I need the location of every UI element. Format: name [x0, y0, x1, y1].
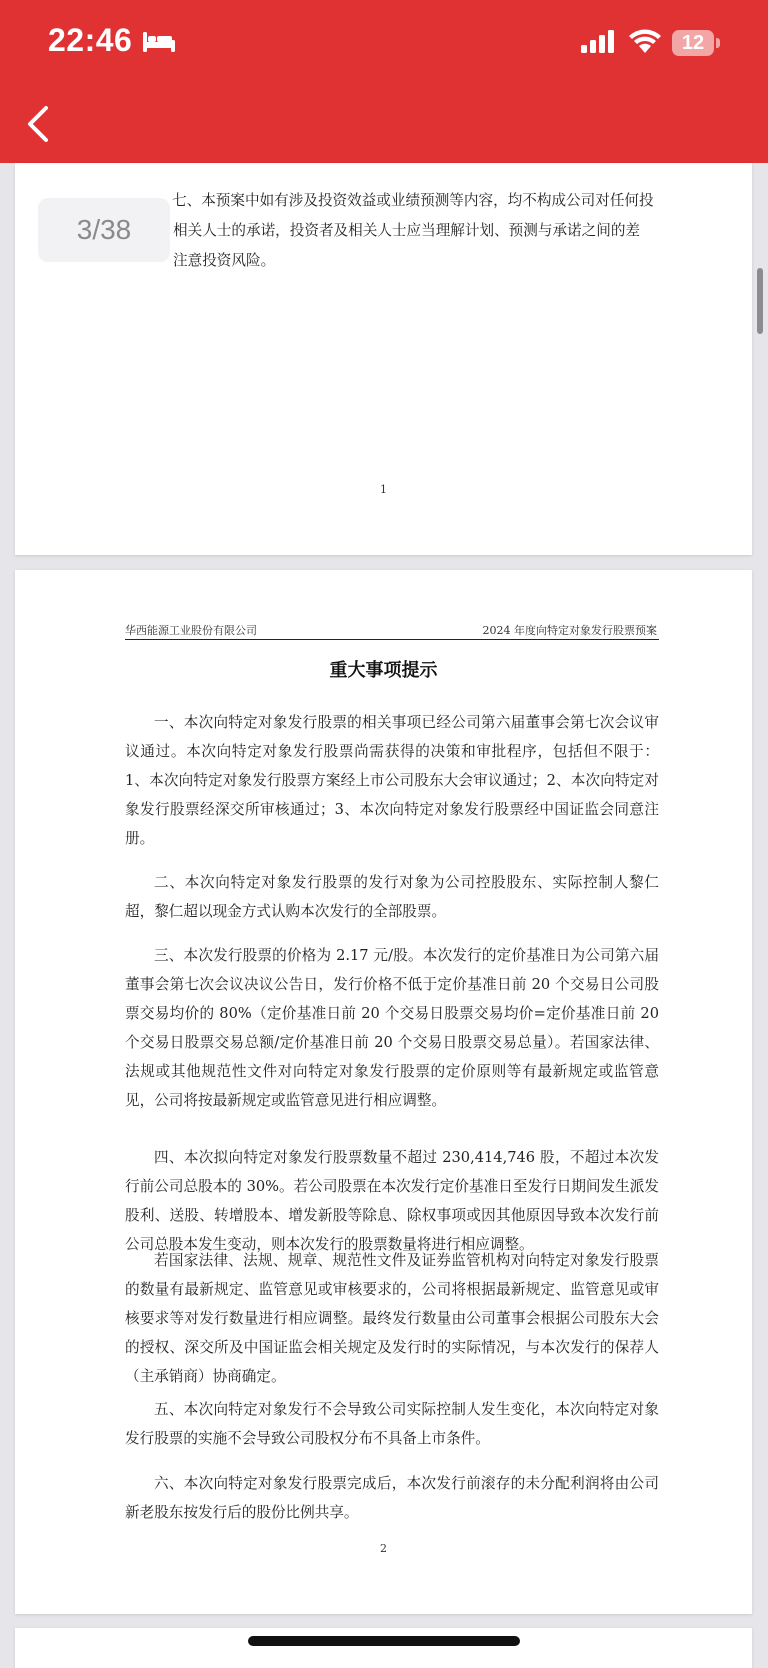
header-divider	[125, 639, 659, 640]
back-button[interactable]	[20, 100, 60, 148]
scrollbar-thumb[interactable]	[757, 268, 763, 334]
top-bar	[0, 0, 768, 163]
paragraph: 若国家法律、法规、规章、规范性文件及证券监管机构对向特定对象发行股票的数量有最新规定、监管意见或审核要求的，公司将根据最新规定、监管意见或审核要求等对发行数量进行相应调整。最终发行数量由公司董事会根据公司股东大会的授权、深交所及中国证监会相关规定及发行时的实际情况，与本次发行的保荐人（主承销商）协商确定。	[125, 1252, 659, 1385]
battery-cap	[716, 38, 720, 48]
paragraph-line: 七、本预案中如有涉及投资效益或业绩预测等内容，均不构成公司对任何投	[172, 192, 654, 209]
document-header-title: 2024 年度向特定对象发行股票预案	[482, 624, 657, 637]
sleep-focus-icon	[142, 30, 176, 54]
cellular-signal-icon	[580, 30, 618, 54]
wifi-icon	[628, 28, 662, 54]
section-title: 重大事项提示	[329, 660, 438, 681]
paragraph-line: 注意投资风险。	[173, 252, 276, 269]
document-header-company: 华西能源工业股份有限公司	[125, 624, 257, 637]
paragraph: 一、本次向特定对象发行股票的相关事项已经公司第六届董事会第七次会议审议通过。本次向特定对象发行股票尚需获得的决策和审批程序，包括但不限于：1、本次向特定对象发行股票方案经上市公司股东大会审议通过；2、本次向特定对象发行股票经深交所审核通过；3、本次向特定对象发行股票经中国证监会同意注册。	[125, 714, 659, 847]
page-number: 2	[380, 1542, 387, 1555]
document-page-3	[15, 1628, 752, 1668]
page-number: 1	[380, 483, 387, 496]
status-time: 22:46	[48, 22, 133, 58]
document-page-2	[15, 570, 752, 1614]
battery-icon: 12	[672, 30, 714, 56]
paragraph: 六、本次向特定对象发行股票完成后，本次发行前滚存的未分配利润将由公司新老股东按发行后的股份比例共享。	[125, 1475, 659, 1521]
paragraph: 四、本次拟向特定对象发行股票数量不超过 230,414,746 股，不超过本次发行前公司总股本的 30%。若公司股票在本次发行定价基准日至发行日期间发生派发股利、送股、转增股本、增发新股等除息、除权事项或因其他原因导致本次发行前公司总股本发生变动，则本次发行的股票数量将进行相应调整。	[125, 1149, 659, 1253]
paragraph-line: 相关人士的承诺，投资者及相关人士应当理解计划、预测与承诺之间的差	[173, 222, 641, 239]
paragraph: 五、本次向特定对象发行不会导致公司实际控制人发生变化，本次向特定对象发行股票的实施不会导致公司股权分布不具备上市条件。	[125, 1401, 659, 1447]
page-indicator: 3/38	[38, 198, 170, 262]
paragraph: 二、本次向特定对象发行股票的发行对象为公司控股股东、实际控制人黎仁超，黎仁超以现金方式认购本次发行的全部股票。	[125, 874, 659, 920]
paragraph: 三、本次发行股票的价格为 2.17 元/股。本次发行的定价基准日为公司第六届董事会第七次会议决议公告日，发行价格不低于定价基准日前 20 个交易日公司股票交易均价的 80%（定价基准日前 20 个交易日股票交易均价=定价基准日前 20 个交易日股票交易总额/定价基准日前 20 个交易日股票交易总量）。若国家法律、法规或其他规范性文件对向特定对象发行股票的定价原则等有最新规定或监管意见，公司将按最新规定或监管意见进行相应调整。	[125, 947, 659, 1109]
home-indicator[interactable]	[248, 1636, 520, 1646]
